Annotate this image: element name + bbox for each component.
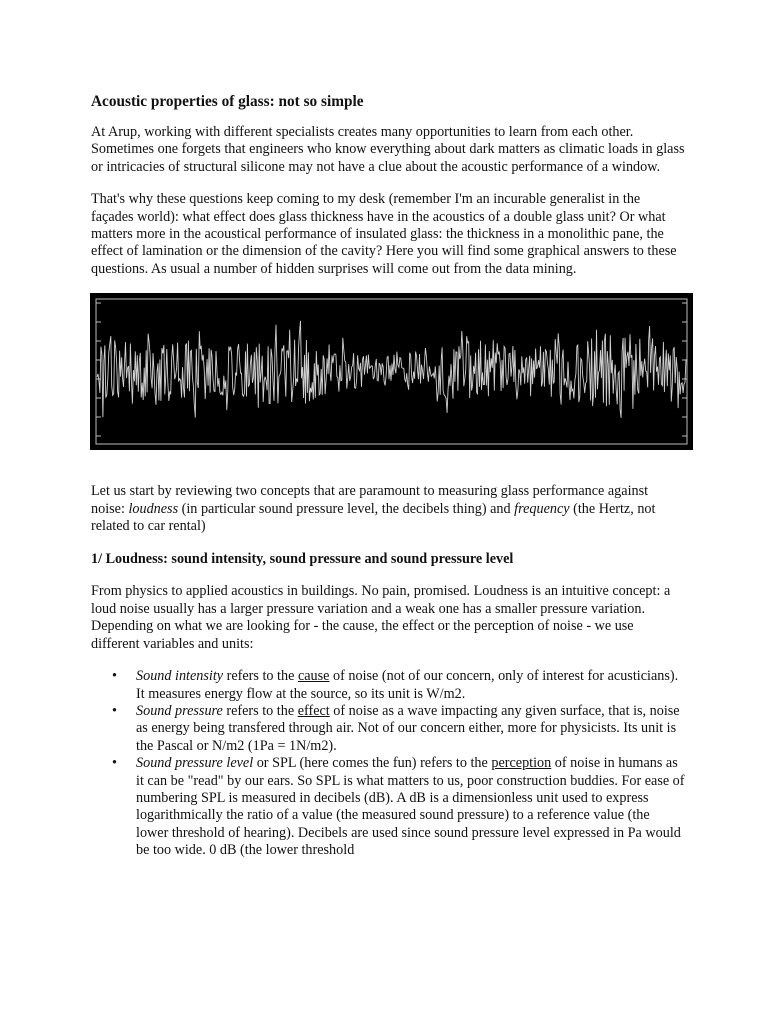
article-title: Acoustic properties of glass: not so simple [91, 93, 364, 110]
waveform-figure [90, 293, 693, 450]
list-item [112, 668, 685, 703]
definition-keyword: effect [297, 702, 330, 719]
concepts-text-b: (in particular sound pressure level, the decibels thing) and [178, 500, 515, 517]
definition-keyword: perception [491, 755, 552, 772]
article-body [91, 93, 685, 860]
term-frequency: frequency [514, 500, 570, 517]
definition-text: or SPL (here comes the fun) refers to the [253, 755, 492, 772]
paragraph-intro-2: That's why these questions keep coming to my desk (remember I'm an incurable generalist in the façades world): what effect does glass thickness have in the acoustics of a double glass unit? Or what matters more in the acoustical performance of insulated glass: the thickness in a monolithic pane, the effect of lamination or the dimension of the cavity? Here you will find some graphical answers to these questions. As usual a number of hidden surprises will come out from the data mining. [91, 191, 677, 277]
definition-text: of noise in humans as it can be "read" by our ears. So SPL is what matters to us, poor construction buddies. For ease of numbering SPL is measured in decibels (dB). A dB is a dimensionless unit used to express logarithmically the ratio of a value (the measured sound pressure) to a reference value (the lower threshold of hearing). Decibels are used since sound pressure level expressed in Pa would be too wide. 0 dB (the lower threshold [136, 755, 685, 859]
definition-text: refers to the [222, 702, 298, 719]
definition-text: refers to the [223, 668, 298, 685]
definitions-list [91, 668, 685, 859]
term-loudness: loudness [128, 500, 179, 517]
list-item [112, 702, 685, 755]
definition-text: of noise as a wave impacting any given surface, that is, noise as energy being transfered through air. Not of our concern either, more for physicists. Its unit is the Pascal or N/m2 (1Pa = 1N/m2). [136, 702, 680, 754]
definition-term: Sound intensity [136, 668, 224, 685]
definition-text: of noise (not of our concern, only of interest for acusticians). It measures energy flow at the source, so its unit is W/m2. [136, 668, 679, 702]
section-heading-loudness: 1/ Loudness: sound intensity, sound pressure and sound pressure level [91, 551, 514, 568]
bullet-glyph: • [112, 702, 117, 719]
concepts-text-a: Let us start by reviewing two concepts that are paramount to measuring glass performance against noise: [91, 483, 649, 517]
definition-term: Sound pressure [136, 702, 223, 719]
list-item [112, 755, 685, 859]
paragraph-concepts [91, 483, 685, 535]
paragraph-loudness: From physics to applied acoustics in buildings. No pain, promised. Loudness is an intuitive concept: a loud noise usually has a larger pressure variation and a weak one has a smaller pressure variation. Depending on what we are looking for - the cause, the effect or the perception of noise - we use different variables and units: [91, 583, 671, 652]
definition-term: Sound pressure level [136, 755, 254, 772]
bullet-glyph: • [112, 668, 117, 685]
bullet-glyph: • [112, 755, 117, 772]
paragraph-intro-1: At Arup, working with different specialists creates many opportunities to learn from each other. Sometimes one forgets that engineers who know everything about dark matters as climatic loads in glass or intricacies of structural silicone may not have a clue about the acoustic performance of a window. [91, 124, 685, 175]
definition-keyword: cause [297, 668, 330, 685]
concepts-text-c: (the Hertz, not related to car rental) [91, 500, 656, 535]
